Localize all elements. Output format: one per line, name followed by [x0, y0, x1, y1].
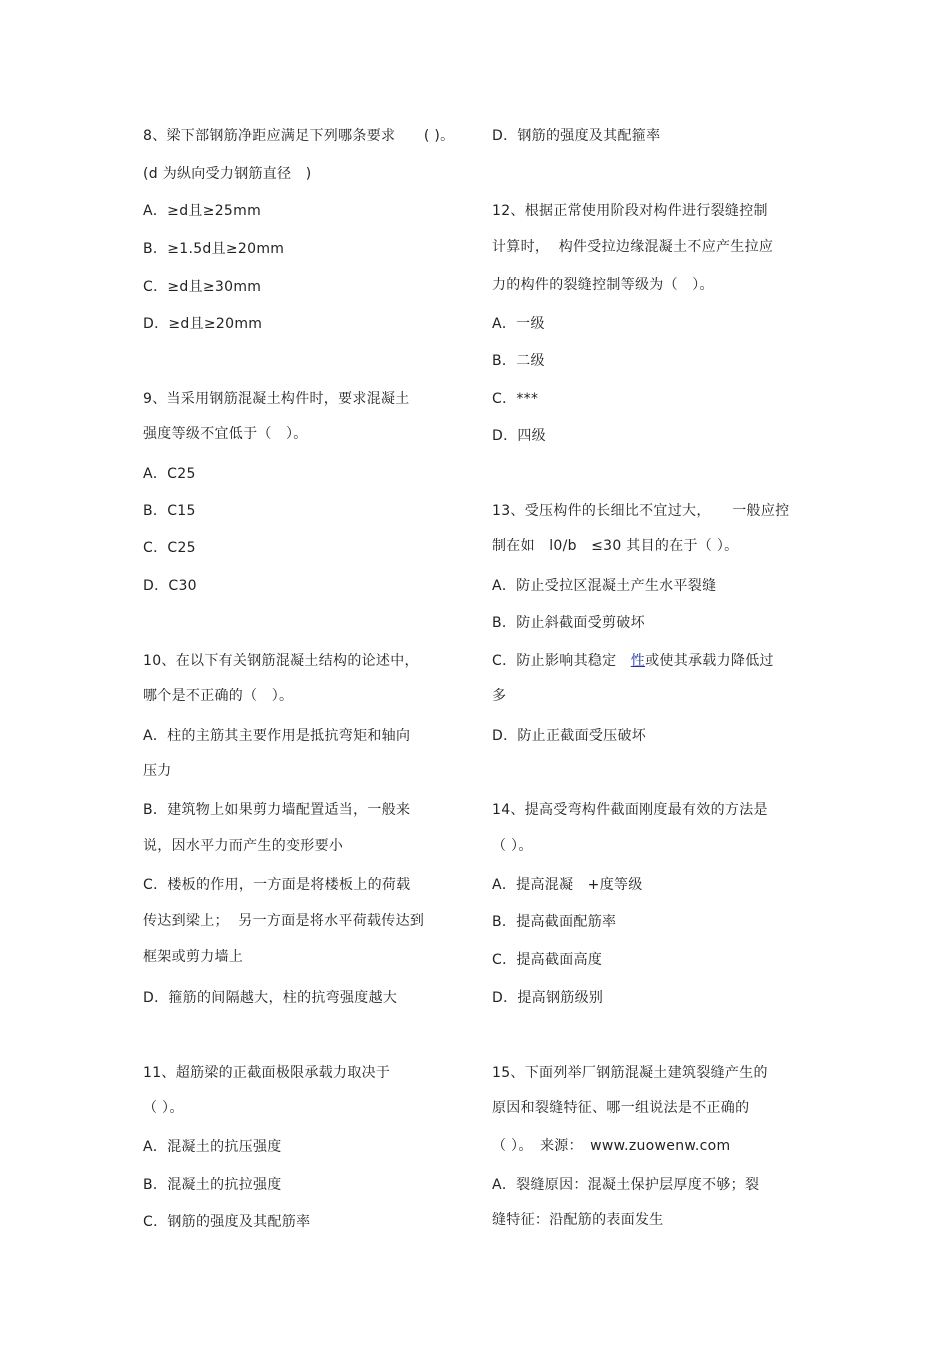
question-11-option-c: C．钢筋的强度及其配筋率 [143, 1214, 311, 1230]
question-10-option-d: D．箍筋的间隔越大，柱的抗弯强度越大 [143, 990, 398, 1006]
question-14-option-a: A．提高混凝 +度等级 [492, 877, 643, 893]
question-8-stem-note: (d 为纵向受力钢筋直径 ) [143, 166, 312, 182]
question-13-option-b: B．防止斜截面受剪破坏 [492, 615, 645, 631]
question-13-option-c [492, 652, 774, 670]
question-9-stem-cont: 强度等级不宜低于（ ）。 [143, 426, 308, 442]
question-15-option-a: A．裂缝原因：混凝土保护层厚度不够；裂 [492, 1177, 760, 1193]
question-12-stem-cont2: 力的构件的裂缝控制等级为（ ）。 [492, 277, 714, 293]
question-12-stem: 12、根据正常使用阶段对构件进行裂缝控制 [492, 203, 768, 219]
question-14-option-b: B．提高截面配筋率 [492, 914, 617, 930]
question-14-stem-cont: （ ）。 [492, 838, 533, 854]
question-15-stem-cont2: （ ）。 来源： www.zuowenw.com [492, 1138, 731, 1154]
question-15-option-a-cont: 缝特征：沿配筋的表面发生 [492, 1212, 664, 1228]
question-11-stem-cont: （ ）。 [143, 1100, 184, 1116]
question-8-option-d: D．≥d且≥20mm [143, 316, 263, 332]
question-12-option-b: B．二级 [492, 353, 545, 369]
question-11-option-d: D．钢筋的强度及其配箍率 [492, 128, 661, 144]
question-11-option-b: B．混凝土的抗拉强度 [143, 1177, 282, 1193]
question-9-option-d: D．C30 [143, 578, 197, 594]
question-14-option-d: D．提高钢筋级别 [492, 990, 604, 1006]
question-10-option-b: B．建筑物上如果剪力墙配置适当，一般来 [143, 802, 411, 818]
question-10-option-b-cont: 说，因水平力而产生的变形要小 [143, 838, 344, 854]
question-10-option-c-cont2: 框架或剪力墙上 [143, 949, 244, 965]
question-13-option-c-cont: 多 [492, 688, 507, 704]
question-9-option-c: C．C25 [143, 540, 196, 556]
question-11-stem: 11、超筋梁的正截面极限承载力取决于 [143, 1065, 391, 1081]
question-10-stem-cont: 哪个是不正确的（ ）。 [143, 688, 294, 704]
question-9-option-a: A．C25 [143, 466, 196, 482]
question-9-stem: 9、当采用钢筋混凝土构件时，要求混凝土 [143, 391, 410, 407]
question-13-stem-cont: 制在如 l0/b ≤30 其目的在于（ ）。 [492, 538, 739, 554]
question-10-stem: 10、在以下有关钢筋混凝土结构的论述中， [143, 653, 419, 669]
question-11-option-a: A．混凝土的抗压强度 [143, 1139, 282, 1155]
question-13-stem: 13、受压构件的长细比不宜过大， 一般应控 [492, 503, 790, 519]
question-13-option-a: A．防止受拉区混凝土产生水平裂缝 [492, 578, 717, 594]
question-15-stem: 15、下面列举厂钢筋混凝土建筑裂缝产生的 [492, 1065, 768, 1081]
question-8-option-c: C．≥d且≥30mm [143, 279, 262, 295]
question-12-stem-cont: 计算时， 构件受拉边缘混凝土不应产生拉应 [492, 239, 774, 255]
question-8-option-b: B．≥1.5d且≥20mm [143, 241, 285, 257]
question-13-option-c-pre: C．防止影响其稳定 [492, 653, 631, 669]
question-8-stem: 8、梁下部钢筋净距应满足下列哪条要求 ( )。 [143, 128, 455, 144]
question-12-option-d: D．四级 [492, 428, 546, 444]
question-13-option-c-post: 或使其承载力降低过 [645, 653, 774, 669]
question-10-option-c-cont: 传达到梁上； 另一方面是将水平荷载传达到 [143, 913, 425, 929]
question-10-option-c: C．楼板的作用，一方面是将楼板上的荷载 [143, 877, 411, 893]
question-10-option-a: A．柱的主筋其主要作用是抵抗弯矩和轴向 [143, 728, 411, 744]
question-15-stem-cont: 原因和裂缝特征、哪一组说法是不正确的 [492, 1100, 750, 1116]
question-14-stem: 14、提高受弯构件截面刚度最有效的方法是 [492, 802, 768, 818]
question-13-option-c-link[interactable]: 性 [630, 653, 646, 669]
question-12-option-a: A．一级 [492, 316, 545, 332]
question-14-option-c: C．提高截面高度 [492, 952, 603, 968]
question-8-option-a: A．≥d且≥25mm [143, 203, 262, 219]
question-9-option-b: B．C15 [143, 503, 196, 519]
question-13-option-d: D．防止正截面受压破坏 [492, 728, 647, 744]
question-10-option-a-cont: 压力 [143, 763, 172, 779]
question-12-option-c: C．*** [492, 391, 539, 407]
